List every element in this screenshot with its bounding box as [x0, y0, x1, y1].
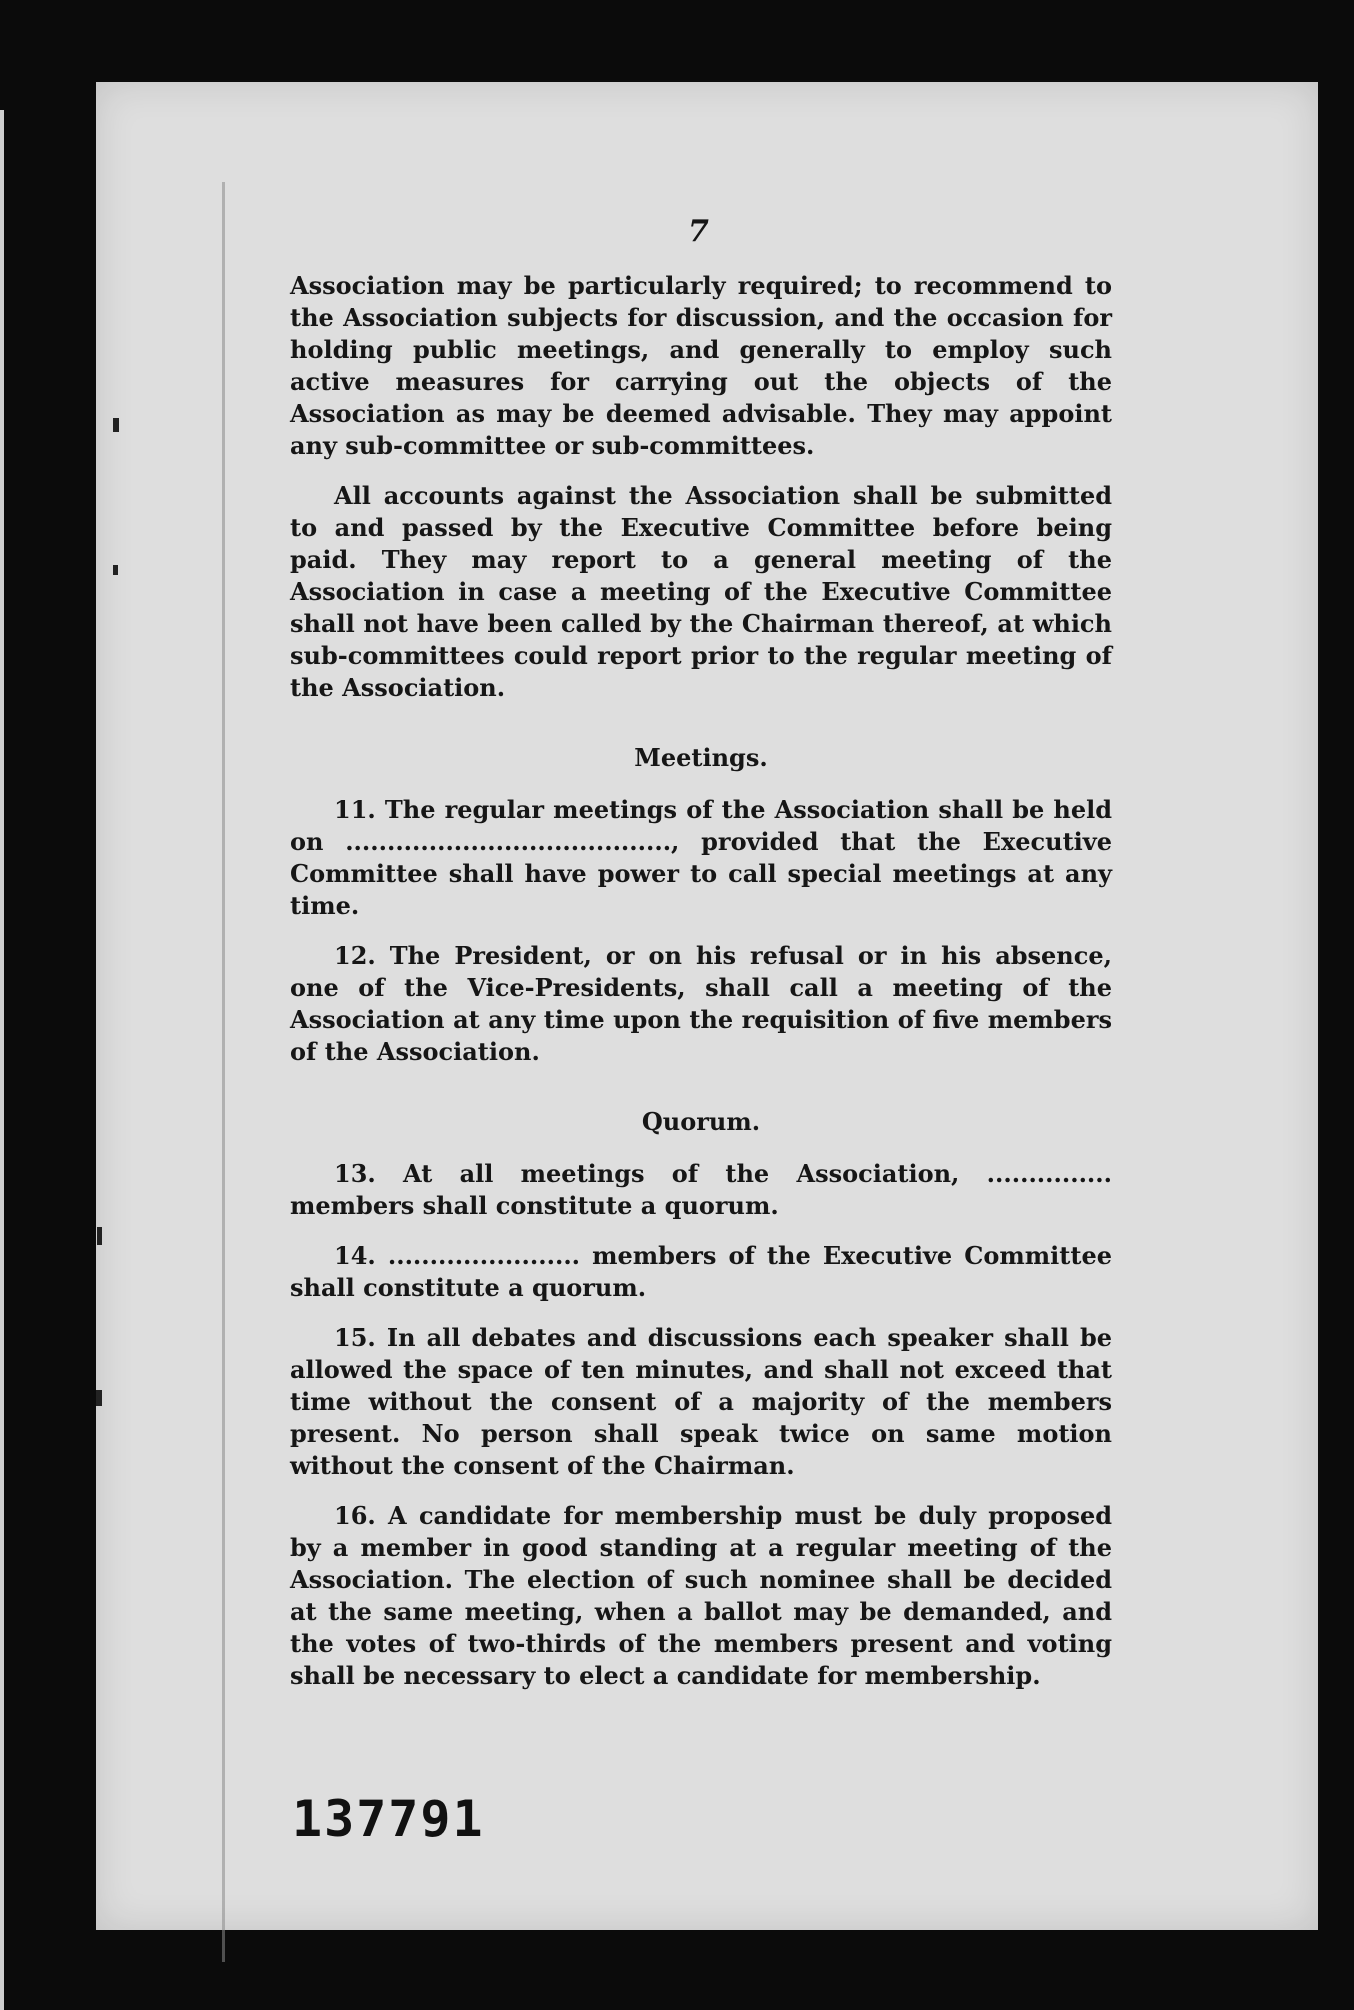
scan-mark: [97, 1227, 102, 1245]
scan-mark: [113, 565, 118, 575]
quorum-heading: Quorum.: [641, 1107, 761, 1136]
clause-15: 15. In all debates and discussions each speaker shall be allowed the space of ten minutes, and shall not exceed that time without the consent of a majority of the members present. No person shall speak twice on same motion without the consent of the Chairman.: [290, 1323, 1112, 1480]
clause-11: 11. The regular meetings of the Association shall be held on ......................................., provided that the Executive Committee shall have power to call special meetings at any time.: [290, 795, 1112, 920]
clause-13: 13. At all meetings of the Association, ............... members shall constitute a quorum.: [290, 1159, 1112, 1220]
left-page-edge: [0, 110, 4, 2010]
clause-16: 16. A candidate for membership must be duly proposed by a member in good standing at a regular meeting of the Association. The election of such nominee shall be decided at the same meeting, when a ballot may be demanded, and the votes of two-thirds of the members present and voting shall be necessary to elect a candidate for membership.: [290, 1501, 1112, 1690]
paragraph-2: All accounts against the Association shall be submitted to and passed by the Executive Committee before being paid. They may report to a general meeting of the Association in case a meeting of the Executive Committee shall not have been called by the Chairman thereof, at which sub-committees could report prior to the regular meeting of the Association.: [290, 481, 1112, 702]
clause-14: 14. ....................... members of the Executive Committee shall constitute a quorum.: [290, 1241, 1112, 1302]
page-fold: [222, 182, 225, 1962]
scan-mark: [96, 1390, 102, 1406]
scan-mark: [113, 418, 119, 432]
meetings-heading: Meetings.: [634, 743, 768, 772]
page-text: [290, 200, 1112, 1692]
paragraph-1: Association may be particularly required; to recommend to the Association subjects for discussion, and the occasion for holding public meetings, and generally to employ such active measures for carrying out the objects of the Association as may be deemed advisable. They may appoint any sub-committee or sub-committees.: [290, 271, 1112, 460]
page-number: 7: [688, 214, 709, 249]
clause-12: 12. The President, or on his refusal or in his absence, one of the Vice-Presidents, shall call a meeting of the Association at any time upon the requisition of five members of the Association.: [290, 941, 1112, 1066]
stamp-number: 137791: [292, 1790, 485, 1848]
